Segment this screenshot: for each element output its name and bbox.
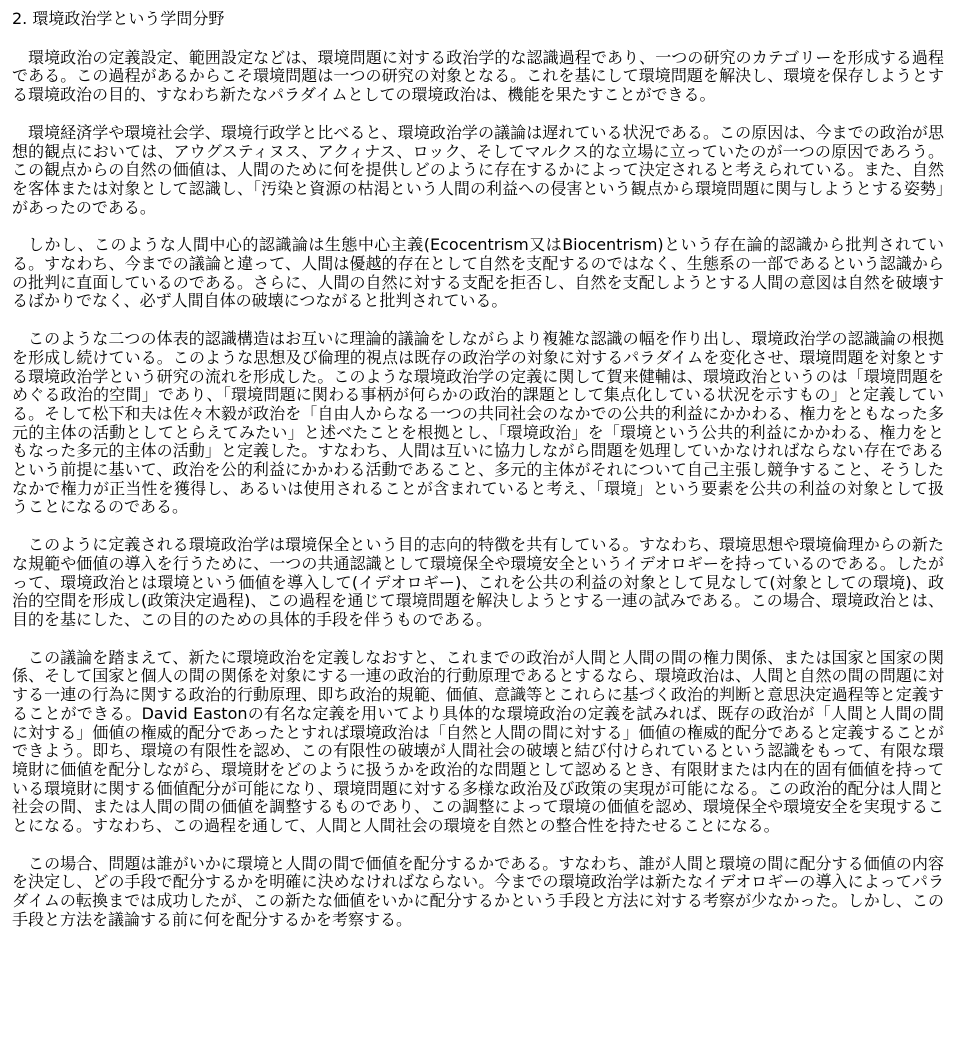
- section-heading: 2. 環境政治学という学問分野: [12, 9, 225, 28]
- paragraph-1: 環境政治の定義設定、範囲設定などは、環境問題に対する政治学的な認識過程であり、一つの研究のカテゴリーを形成する過程である。この過程があるからこそ環境問題は一つの研究の対象となる。これを基にして環境問題を解決し、環境を保存しようとする環境政治の目的、すなわち新たなパラダイムとしての環境政治は、機能を果たすことができる。: [12, 47, 944, 105]
- paragraph-6: この議論を踏まえて、新たに環境政治を定義しなおすと、これまでの政治が人間と人間の間の権力関係、または国家と国家の関係、そして国家と個人の間の関係を対象にする一連の政治的行動原理であるとするなら、環境政治は、人間と自然の間の問題に対する一連の行為に関する政治的行動原理、即ち政治的規範、価値、意識等とこれらに基づく政治的判断と意思決定過程等と定義することができる。David Eastonの有名な定義を用いてより具体的な環境政治の定義を試みれば、既存の政治が「人間と人間の間に対する」価値の権威的配分であったとすれば環境政治は「自然と人間の間に対する」価値の権威的配分であると定義することができよう。即ち、環境の有限性を認め、この有限性の破壊が人間社会の破壊と結び付けられているという認識をもって、有限な環境財に価値を配分しながら、環境財をどのように扱うかを政治的な問題として認めるとき、有限財または内在的固有価値を持っている環境財に関する価値配分が可能になり、環境問題に対する多様な政治及び政策の実現が可能になる。この政治的配分は人間と社会の間、または人間の間の価値を調整するものであり、この調整によって環境の価値を認め、環境保全や環境安全を実現することになる。すなわち、この過程を通して、人間と人間社会の環境を自然との整合性を持たせることになる。: [12, 647, 944, 836]
- paragraph-2: 環境経済学や環境社会学、環境行政学と比べると、環境政治学の議論は遅れている状況である。この原因は、今までの政治が思想的観点においては、アウグスティヌス、アクィナス、ロック、そしてマルクス的な立場に立っていたのが一つの原因であろう。この観点からの自然の価値は、人間のために何を提供しどのように存在するかによって決定されると考えられている。また、自然を客体または対象として認識し、「汚染と資源の枯渇という人間の利益への侵害という観点から環境問題に関与しようとする姿勢」があったのである。: [12, 122, 944, 217]
- paragraph-3: しかし、このような人間中心的認識論は生態中心主義(Ecocentrism又はBiocentrism)という存在論的認識から批判されている。すなわち、今までの議論と違って、人間は優越的存在として自然を支配するのではなく、生態系の一部であるという認識からの批判に直面しているのである。さらに、人間の自然に対する支配を拒否し、自然を支配しようとする人間の意図は自然を破壊するばかりでなく、必ず人間自体の破壊につながると批判されている。: [12, 235, 944, 311]
- paragraph-5: このように定義される環境政治学は環境保全という目的志向的特徴を共有している。すなわち、環境思想や環境倫理からの新たな規範や価値の導入を行うために、一つの共通認識として環境保全や環境安全というイデオロギーを持っているのである。したがって、環境政治とは環境という価値を導入して(イデオロギー)、これを公共の利益の対象として見なして(対象としての環境)、政治的空間を形成し(政策決定過程)、この過程を通じて環境問題を解決しようとする一連の試みである。この場合、環境政治とは、目的を基にした、この目的のための具体的手段を伴うものである。: [12, 535, 944, 629]
- paragraph-4: このような二つの体表的認識構造はお互いに理論的議論をしながらより複雑な認識の幅を作り出し、環境政治学の認識論の根拠を形成し続けている。このような思想及び倫理的視点は既存の政治学の対象に対するパラダイムを変化させ、環境問題を対象とする環境政治学という研究の流れを形成した。このような環境政治学の定義に関して賀来健輔は、環境政治というのは「環境問題をめぐる政治的空間」であり、「環境問題に関わる事柄が何らかの政治的課題として集点化している状況を示すもの」と定義している。そして松下和夫は佐々木毅が政治を「自由人からなる一つの共同社会のなかでの公共的利益にかかわる、権力をともなった多元的主体の活動としてとらえてみたい」と述べたことを根拠とし、「環境政治」を「環境という公共的利益にかかわる、権力をともなった多元的主体の活動」と定義した。すなわち、人間は互いに協力しながら問題を処理していかなければならない存在であるという前提に基いて、政治を公的利益にかかわる活動であること、多元的主体がそれについて自己主張し競争すること、そうしたなかで権力が正当性を獲得し、あるいは使用されることが含まれていると考え、「環境」という要素を公共の利益の対象として扱うことになるのである。: [12, 329, 944, 517]
- paragraph-7: この場合、問題は誰がいかに環境と人間の間で価値を配分するかである。すなわち、誰が人間と環境の間に配分する価値の内容を決定し、どの手段で配分するかを明確に決めなければならない。今までの環境政治学は新たなイデオロギーの導入によってパラダイムの転換までは成功したが、この新たな価値をいかに配分するかという手段と方法に対する考察が少なかった。しかし、この手段と方法を議論する前に何を配分するかを考察する。: [12, 853, 944, 929]
